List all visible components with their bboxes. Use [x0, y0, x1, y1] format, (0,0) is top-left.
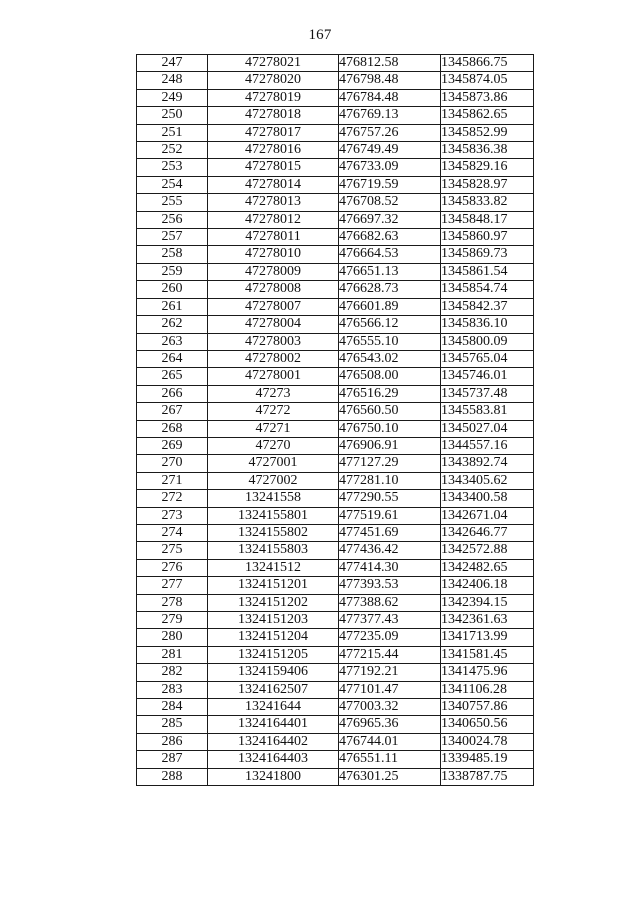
y-coordinate-cell: 1345828.97	[441, 176, 534, 193]
table-row	[137, 420, 534, 437]
x-coordinate-cell: 477388.62	[339, 594, 441, 611]
table-row	[137, 298, 534, 315]
y-coordinate-cell: 1345737.48	[441, 385, 534, 402]
table-row	[137, 107, 534, 124]
point-id-cell: 1324164401	[208, 716, 339, 733]
y-coordinate-cell: 1341713.99	[441, 629, 534, 646]
row-number-cell: 262	[137, 316, 208, 333]
row-number-cell: 257	[137, 229, 208, 246]
y-coordinate-cell: 1345833.82	[441, 194, 534, 211]
table-row	[137, 281, 534, 298]
table-row	[137, 751, 534, 768]
x-coordinate-cell: 477377.43	[339, 612, 441, 629]
y-coordinate-cell: 1341475.96	[441, 664, 534, 681]
point-id-cell: 4727001	[208, 455, 339, 472]
point-id-cell: 13241644	[208, 699, 339, 716]
point-id-cell: 47270	[208, 437, 339, 454]
row-number-cell: 255	[137, 194, 208, 211]
row-number-cell: 279	[137, 612, 208, 629]
x-coordinate-cell: 477192.21	[339, 664, 441, 681]
row-number-cell: 286	[137, 733, 208, 750]
table-row	[137, 72, 534, 89]
y-coordinate-cell: 1341106.28	[441, 681, 534, 698]
x-coordinate-cell: 476682.63	[339, 229, 441, 246]
row-number-cell: 247	[137, 55, 208, 72]
table-row	[137, 368, 534, 385]
table-row	[137, 142, 534, 159]
row-number-cell: 284	[137, 699, 208, 716]
point-id-cell: 47278020	[208, 72, 339, 89]
x-coordinate-cell: 477003.32	[339, 699, 441, 716]
table-row	[137, 629, 534, 646]
point-id-cell: 47278010	[208, 246, 339, 263]
y-coordinate-cell: 1342572.88	[441, 542, 534, 559]
row-number-cell: 249	[137, 89, 208, 106]
row-number-cell: 258	[137, 246, 208, 263]
point-id-cell: 47278012	[208, 211, 339, 228]
row-number-cell: 264	[137, 350, 208, 367]
table-row	[137, 229, 534, 246]
row-number-cell: 280	[137, 629, 208, 646]
table-row	[137, 472, 534, 489]
table-row	[137, 124, 534, 141]
point-id-cell: 47278013	[208, 194, 339, 211]
table-row	[137, 55, 534, 72]
point-id-cell: 47278017	[208, 124, 339, 141]
point-id-cell: 47278002	[208, 350, 339, 367]
x-coordinate-cell: 476697.32	[339, 211, 441, 228]
y-coordinate-cell: 1345836.38	[441, 142, 534, 159]
x-coordinate-cell: 476708.52	[339, 194, 441, 211]
point-id-cell: 47278019	[208, 89, 339, 106]
x-coordinate-cell: 476744.01	[339, 733, 441, 750]
y-coordinate-cell: 1345873.86	[441, 89, 534, 106]
coordinates-table-body	[137, 55, 534, 786]
row-number-cell: 269	[137, 437, 208, 454]
point-id-cell: 1324151201	[208, 577, 339, 594]
row-number-cell: 266	[137, 385, 208, 402]
y-coordinate-cell: 1345866.75	[441, 55, 534, 72]
row-number-cell: 272	[137, 490, 208, 507]
y-coordinate-cell: 1342482.65	[441, 559, 534, 576]
x-coordinate-cell: 477393.53	[339, 577, 441, 594]
y-coordinate-cell: 1343405.62	[441, 472, 534, 489]
y-coordinate-cell: 1341581.45	[441, 646, 534, 663]
row-number-cell: 288	[137, 768, 208, 785]
table-row	[137, 246, 534, 263]
y-coordinate-cell: 1345746.01	[441, 368, 534, 385]
row-number-cell: 265	[137, 368, 208, 385]
x-coordinate-cell: 476555.10	[339, 333, 441, 350]
point-id-cell: 1324164403	[208, 751, 339, 768]
point-id-cell: 47278015	[208, 159, 339, 176]
point-id-cell: 47278014	[208, 176, 339, 193]
point-id-cell: 1324155801	[208, 507, 339, 524]
x-coordinate-cell: 476784.48	[339, 89, 441, 106]
table-row	[137, 176, 534, 193]
point-id-cell: 4727002	[208, 472, 339, 489]
row-number-cell: 253	[137, 159, 208, 176]
table-row	[137, 455, 534, 472]
row-number-cell: 270	[137, 455, 208, 472]
table-row	[137, 194, 534, 211]
table-row	[137, 768, 534, 785]
point-id-cell: 47273	[208, 385, 339, 402]
x-coordinate-cell: 476516.29	[339, 385, 441, 402]
y-coordinate-cell: 1345848.17	[441, 211, 534, 228]
row-number-cell: 283	[137, 681, 208, 698]
coordinates-table	[136, 54, 534, 786]
table-row	[137, 403, 534, 420]
x-coordinate-cell: 476719.59	[339, 176, 441, 193]
y-coordinate-cell: 1345861.54	[441, 263, 534, 280]
x-coordinate-cell: 476566.12	[339, 316, 441, 333]
point-id-cell: 1324155802	[208, 524, 339, 541]
point-id-cell: 13241512	[208, 559, 339, 576]
point-id-cell: 1324151204	[208, 629, 339, 646]
row-number-cell: 256	[137, 211, 208, 228]
x-coordinate-cell: 476560.50	[339, 403, 441, 420]
x-coordinate-cell: 476733.09	[339, 159, 441, 176]
y-coordinate-cell: 1345836.10	[441, 316, 534, 333]
x-coordinate-cell: 476757.26	[339, 124, 441, 141]
x-coordinate-cell: 476543.02	[339, 350, 441, 367]
y-coordinate-cell: 1342646.77	[441, 524, 534, 541]
x-coordinate-cell: 476651.13	[339, 263, 441, 280]
y-coordinate-cell: 1345874.05	[441, 72, 534, 89]
y-coordinate-cell: 1345829.16	[441, 159, 534, 176]
x-coordinate-cell: 477436.42	[339, 542, 441, 559]
point-id-cell: 1324151205	[208, 646, 339, 663]
x-coordinate-cell: 477101.47	[339, 681, 441, 698]
x-coordinate-cell: 477281.10	[339, 472, 441, 489]
point-id-cell: 1324159406	[208, 664, 339, 681]
table-row	[137, 211, 534, 228]
x-coordinate-cell: 476906.91	[339, 437, 441, 454]
table-row	[137, 263, 534, 280]
table-row	[137, 524, 534, 541]
x-coordinate-cell: 477451.69	[339, 524, 441, 541]
x-coordinate-cell: 476301.25	[339, 768, 441, 785]
x-coordinate-cell: 476551.11	[339, 751, 441, 768]
table-row	[137, 316, 534, 333]
x-coordinate-cell: 476601.89	[339, 298, 441, 315]
point-id-cell: 1324162507	[208, 681, 339, 698]
x-coordinate-cell: 476628.73	[339, 281, 441, 298]
table-row	[137, 385, 534, 402]
x-coordinate-cell: 477414.30	[339, 559, 441, 576]
y-coordinate-cell: 1345800.09	[441, 333, 534, 350]
row-number-cell: 285	[137, 716, 208, 733]
row-number-cell: 248	[137, 72, 208, 89]
point-id-cell: 47278004	[208, 316, 339, 333]
y-coordinate-cell: 1343892.74	[441, 455, 534, 472]
x-coordinate-cell: 477235.09	[339, 629, 441, 646]
row-number-cell: 254	[137, 176, 208, 193]
row-number-cell: 271	[137, 472, 208, 489]
x-coordinate-cell: 476664.53	[339, 246, 441, 263]
table-row	[137, 664, 534, 681]
row-number-cell: 278	[137, 594, 208, 611]
table-row	[137, 333, 534, 350]
y-coordinate-cell: 1339485.19	[441, 751, 534, 768]
row-number-cell: 268	[137, 420, 208, 437]
x-coordinate-cell: 477519.61	[339, 507, 441, 524]
y-coordinate-cell: 1342406.18	[441, 577, 534, 594]
row-number-cell: 250	[137, 107, 208, 124]
row-number-cell: 276	[137, 559, 208, 576]
row-number-cell: 281	[137, 646, 208, 663]
x-coordinate-cell: 476508.00	[339, 368, 441, 385]
table-row	[137, 507, 534, 524]
point-id-cell: 47278011	[208, 229, 339, 246]
table-row	[137, 559, 534, 576]
table-row	[137, 612, 534, 629]
y-coordinate-cell: 1345765.04	[441, 350, 534, 367]
point-id-cell: 47272	[208, 403, 339, 420]
x-coordinate-cell: 476750.10	[339, 420, 441, 437]
table-row	[137, 350, 534, 367]
x-coordinate-cell: 477215.44	[339, 646, 441, 663]
row-number-cell: 277	[137, 577, 208, 594]
y-coordinate-cell: 1340024.78	[441, 733, 534, 750]
table-row	[137, 716, 534, 733]
point-id-cell: 47278009	[208, 263, 339, 280]
row-number-cell: 287	[137, 751, 208, 768]
row-number-cell: 263	[137, 333, 208, 350]
y-coordinate-cell: 1340650.56	[441, 716, 534, 733]
y-coordinate-cell: 1345583.81	[441, 403, 534, 420]
table-row	[137, 437, 534, 454]
table-row	[137, 733, 534, 750]
y-coordinate-cell: 1345860.97	[441, 229, 534, 246]
table-row	[137, 490, 534, 507]
point-id-cell: 1324151202	[208, 594, 339, 611]
y-coordinate-cell: 1343400.58	[441, 490, 534, 507]
y-coordinate-cell: 1342394.15	[441, 594, 534, 611]
y-coordinate-cell: 1345869.73	[441, 246, 534, 263]
point-id-cell: 47278007	[208, 298, 339, 315]
row-number-cell: 274	[137, 524, 208, 541]
x-coordinate-cell: 476769.13	[339, 107, 441, 124]
y-coordinate-cell: 1344557.16	[441, 437, 534, 454]
point-id-cell: 47278008	[208, 281, 339, 298]
y-coordinate-cell: 1345854.74	[441, 281, 534, 298]
x-coordinate-cell: 476798.48	[339, 72, 441, 89]
y-coordinate-cell: 1342671.04	[441, 507, 534, 524]
row-number-cell: 259	[137, 263, 208, 280]
point-id-cell: 1324151203	[208, 612, 339, 629]
point-id-cell: 47278003	[208, 333, 339, 350]
y-coordinate-cell: 1345862.65	[441, 107, 534, 124]
point-id-cell: 47278018	[208, 107, 339, 124]
x-coordinate-cell: 476749.49	[339, 142, 441, 159]
point-id-cell: 47278001	[208, 368, 339, 385]
row-number-cell: 251	[137, 124, 208, 141]
x-coordinate-cell: 477127.29	[339, 455, 441, 472]
point-id-cell: 47271	[208, 420, 339, 437]
point-id-cell: 47278021	[208, 55, 339, 72]
table-row	[137, 89, 534, 106]
y-coordinate-cell: 1338787.75	[441, 768, 534, 785]
row-number-cell: 261	[137, 298, 208, 315]
table-row	[137, 699, 534, 716]
page-number: 167	[308, 27, 332, 43]
table-row	[137, 594, 534, 611]
table-row	[137, 159, 534, 176]
row-number-cell: 282	[137, 664, 208, 681]
x-coordinate-cell: 476965.36	[339, 716, 441, 733]
row-number-cell: 252	[137, 142, 208, 159]
y-coordinate-cell: 1340757.86	[441, 699, 534, 716]
row-number-cell: 267	[137, 403, 208, 420]
y-coordinate-cell: 1345027.04	[441, 420, 534, 437]
table-row	[137, 577, 534, 594]
point-id-cell: 13241558	[208, 490, 339, 507]
x-coordinate-cell: 477290.55	[339, 490, 441, 507]
table-row	[137, 646, 534, 663]
x-coordinate-cell: 476812.58	[339, 55, 441, 72]
row-number-cell: 273	[137, 507, 208, 524]
row-number-cell: 275	[137, 542, 208, 559]
y-coordinate-cell: 1345852.99	[441, 124, 534, 141]
y-coordinate-cell: 1342361.63	[441, 612, 534, 629]
point-id-cell: 1324164402	[208, 733, 339, 750]
point-id-cell: 13241800	[208, 768, 339, 785]
table-row	[137, 542, 534, 559]
point-id-cell: 1324155803	[208, 542, 339, 559]
y-coordinate-cell: 1345842.37	[441, 298, 534, 315]
point-id-cell: 47278016	[208, 142, 339, 159]
table-row	[137, 681, 534, 698]
row-number-cell: 260	[137, 281, 208, 298]
